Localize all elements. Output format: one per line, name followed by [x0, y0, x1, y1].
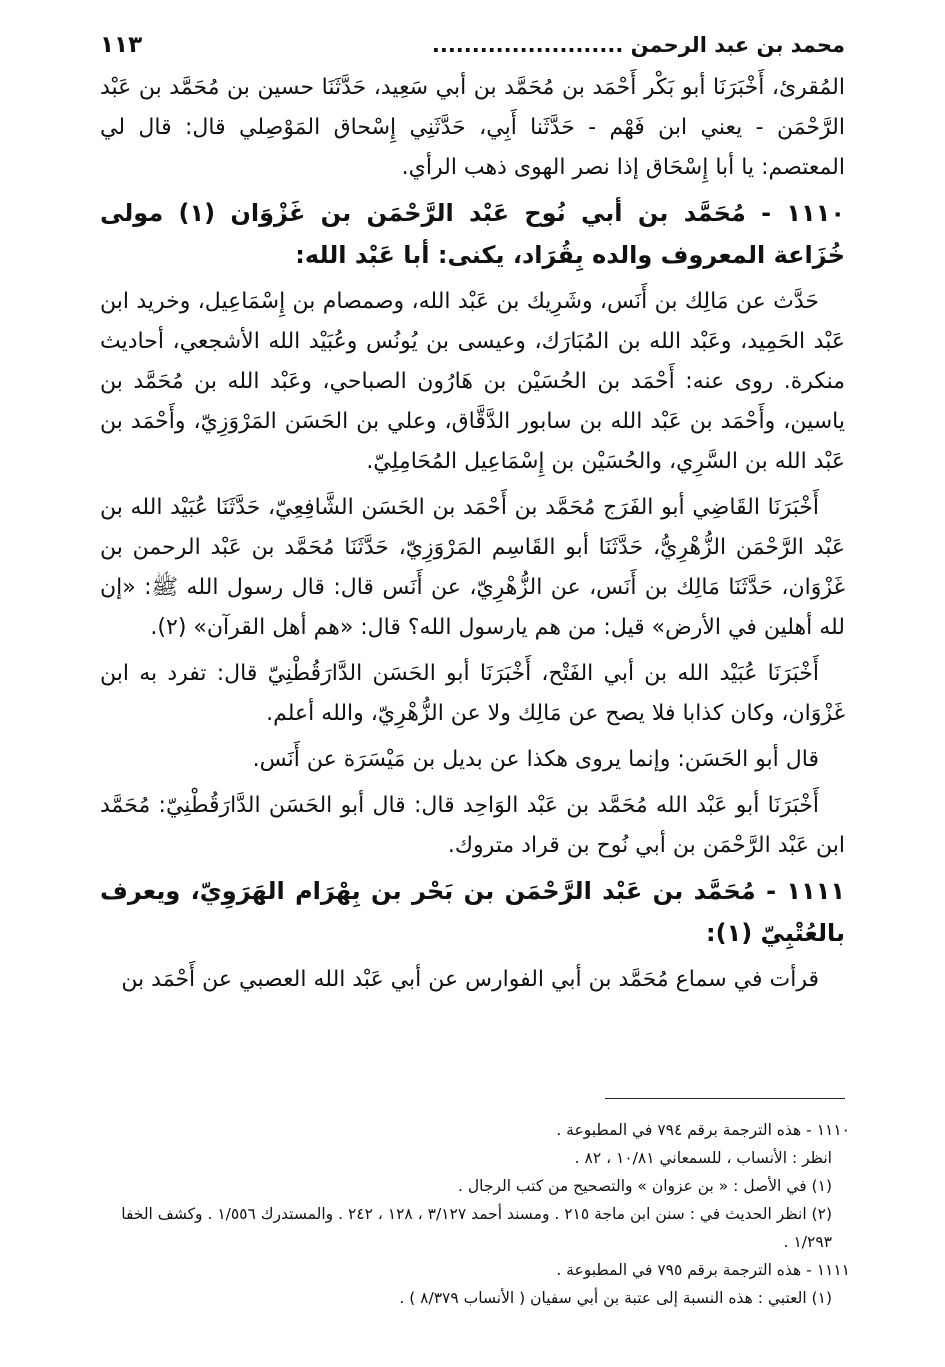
running-header-title: محمد بن عبد الرحمن ........................: [431, 33, 845, 57]
page-number: ١١٣: [100, 32, 143, 58]
paragraph-isnad-intro: المُقرئ، أَخْبَرَنَا أبو بَكْر أَحْمَد بن مُحَمَّد بن أبي سَعِيد، حَدَّثَنَا حسين بن مُحَمَّد بن عَبْد الرَّحْمَن - يعني ابن فَهْم - حَدَّثَنا أَبِي، حَدَّثَنِي إِسْحاق المَوْصِلي قال: قال لي المعتصم: يا أبا إِسْحَاق إذا نصر الهوى ذهب الرأي.: [100, 75, 845, 180]
footnotes: [90, 1116, 850, 1312]
footnote-separator: [605, 1098, 845, 1099]
main-text: [100, 68, 845, 1000]
book-page: [100, 22, 845, 1000]
paragraph-hadith: أَخْبَرَنَا القَاضِي أبو الفَرَج مُحَمَّد بن أَحْمَد بن الحَسَن الشَّافِعِيّ، حَدَّثَنَا عُبَيْد الله بن عَبْد الرَّحْمَن الزُّهْرِيُّ، حَدَّثَنَا أبو القَاسِم المَرْوَزِيّ، حَدَّثَنَا مُحَمَّد بن عَبْد الرحمن بن غَزْوَان، حَدَّثَنَا مَالِك بن أَنَس، عن الزُّهْرِيّ، عن أَنَس قال: قال رسول الله ﷺ: «إن لله أهلين في الأرض» قيل: من هم يارسول الله؟ قال: «هم أهل القرآن» (٢).: [100, 495, 845, 640]
running-header: [100, 22, 845, 68]
paragraph-narrators: حَدَّث عن مَالِك بن أَنَس، وشَرِيك بن عَبْد الله، وصمصام بن إِسْمَاعِيل، وخريد ابن عَبْد الحَمِيد، وعَبْد الله بن المُبَارَك، وعيسى بن يُونُس وعُبَيْد الله الأشجعي، أحاديث منكرة. روى عنه: أَحْمَد بن الحُسَيْن بن هَارُون الصباحي، وعَبْد الله بن مُحَمَّد بن ياسين، وأَحْمَد بن عَبْد الله بن سابور الدَّقَّاق، وعلي بن الحَسَن المَرْوَزِيّ، وأَحْمَد بن عَبْد الله بن السَّرِي، والحُسَيْن بن إِسْمَاعِيل المُحَامِلِيّ.: [100, 289, 845, 474]
footnote-entry-1110: ١١١٠ - هذه الترجمة برقم ٧٩٤ في المطبوعة .: [556, 1121, 850, 1139]
entry-heading-1110: ١١١٠ - مُحَمَّد بن أبي نُوح عَبْد الرَّحْمَن بن غَزْوَان (١) مولى خُزَاعة المعروف والده بِقُرَاد، يكنى: أبا عَبْد الله:: [100, 199, 845, 269]
footnote-reference-ansab: انظر : الأنساب ، للسمعاني ١٠/٨١ ، ٨٢ .: [574, 1149, 832, 1167]
footnote-1: (١) في الأصل : « بن عزوان » والتصحيح من كتب الرجال .: [458, 1177, 832, 1195]
paragraph-daraqutni: أَخْبَرَنَا عُبَيْد الله بن أبي الفَتْح، أَخْبَرَنَا أبو الحَسَن الدَّارَقُطْنِيّ قال: تفرد به ابن غَزْوَان، وكان كذابا فلا يصح عن مَالِك ولا عن الزُّهْرِيّ، والله أعلم.: [100, 661, 845, 726]
footnote-1111-1: (١) العتبي : هذه النسبة إلى عتبة بن أبي سفيان ( الأنساب ٨/٣٧٩ ) .: [399, 1289, 832, 1307]
footnote-2: (٢) انظر الحديث في : سنن ابن ماجة ٢١٥ . ومسند أحمد ٣/١٢٧ ، ١٢٨ ، ٢٤٢ . والمستدرك ١/٥٥٦ . وكشف الخفا ١/٢٩٣ .: [121, 1205, 832, 1251]
paragraph-matruk: أَخْبَرَنَا أبو عَبْد الله مُحَمَّد بن عَبْد الوَاحِد قال: قال أبو الحَسَن الدَّارَقُطْنِيّ: مُحَمَّد ابن عَبْد الرَّحْمَن بن أبي نُوح بن قراد متروك.: [100, 793, 845, 858]
footnote-entry-1111: ١١١١ - هذه الترجمة برقم ٧٩٥ في المطبوعة .: [556, 1261, 850, 1279]
paragraph-sama: قرأت في سماع مُحَمَّد بن أبي الفوارس عن أبي عَبْد الله العصبي عن أَحْمَد بن: [121, 967, 819, 992]
paragraph-abu-alhasan: قال أبو الحَسَن: وإنما يروى هكذا عن بديل بن مَيْسَرَة عن أَنَس.: [252, 747, 819, 772]
entry-heading-1111: ١١١١ - مُحَمَّد بن عَبْد الرَّحْمَن بن بَحْر بن بِهْرَام الهَرَوِيّ، ويعرف بالعُتْبِيّ (١):: [100, 877, 845, 947]
